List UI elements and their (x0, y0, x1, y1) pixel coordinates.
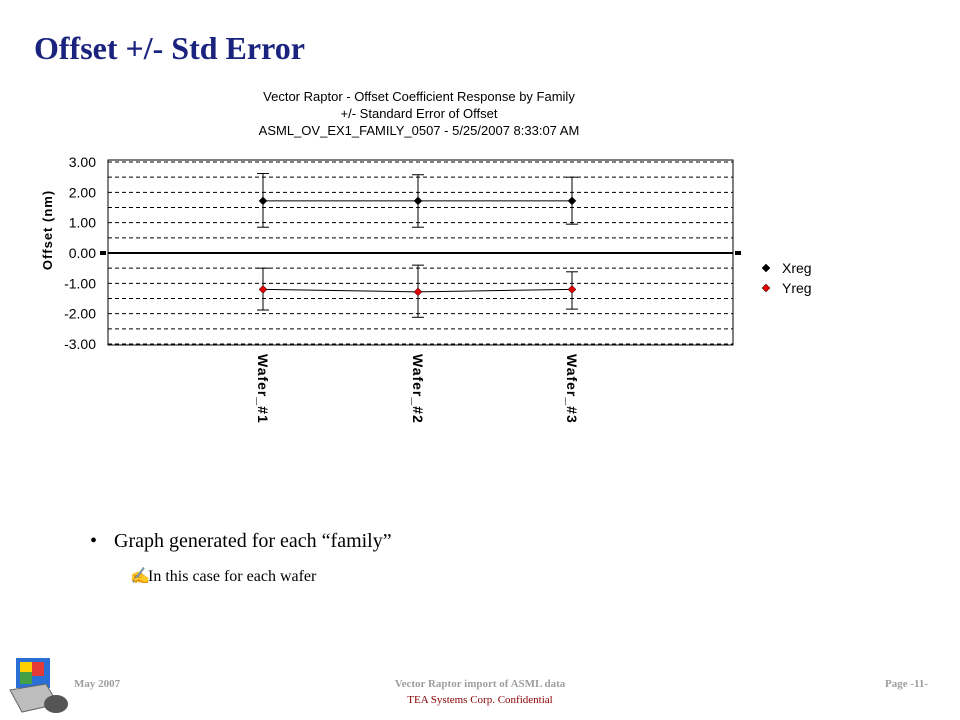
y-axis-label: Offset (nm) (40, 189, 55, 271)
y-tick-label: 3.00 (68, 154, 96, 170)
legend-marker (762, 264, 770, 272)
chart-title-group (259, 89, 580, 138)
legend-marker (762, 284, 770, 292)
y-tick-label: 0.00 (68, 245, 96, 261)
chart-title-line-2: +/- Standard Error of Offset (340, 106, 498, 121)
bullet-item (90, 530, 392, 553)
footer-center (0, 678, 960, 706)
x-category-label: Wafer_#3 (564, 354, 580, 424)
y-tick-label: 1.00 (68, 214, 96, 231)
pen-icon: ✍ (130, 568, 150, 585)
bullet-dot-icon: • (90, 530, 98, 552)
y-tick-label: -3.00 (64, 336, 96, 352)
y-tick-labels (64, 154, 96, 352)
chart-title-line-3: ASML_OV_EX1_FAMILY_0507 - 5/25/2007 8:33:07 AM (258, 123, 580, 138)
sub-bullet-item (130, 566, 316, 586)
y-tick-label: 2.00 (68, 184, 96, 201)
footer-presentation-title: Vector Raptor import of ASML data (394, 678, 566, 690)
zero-marker-right (735, 251, 741, 255)
zero-marker-left (100, 251, 106, 255)
footer-date: May 2007 (74, 678, 121, 690)
legend (762, 260, 812, 296)
legend-label: Xreg (782, 260, 812, 276)
x-category-label: Wafer_#2 (410, 354, 426, 424)
x-category-labels (255, 354, 580, 424)
footer-confidential: TEA Systems Corp. Confidential (407, 694, 553, 706)
footer-page-number: Page -11- (885, 678, 929, 690)
y-tick-label: -2.00 (64, 305, 96, 322)
sub-bullet-text: In this case for each wafer (148, 568, 317, 585)
x-category-label: Wafer_#1 (255, 354, 271, 424)
chart-title-line-1: Vector Raptor - Offset Coefficient Response by Family (263, 89, 575, 104)
y-tick-label: -1.00 (64, 275, 96, 292)
bullet-text: Graph generated for each “family” (114, 530, 392, 552)
legend-label: Yreg (782, 280, 812, 296)
slide-title: Offset +/- Std Error (34, 30, 305, 66)
